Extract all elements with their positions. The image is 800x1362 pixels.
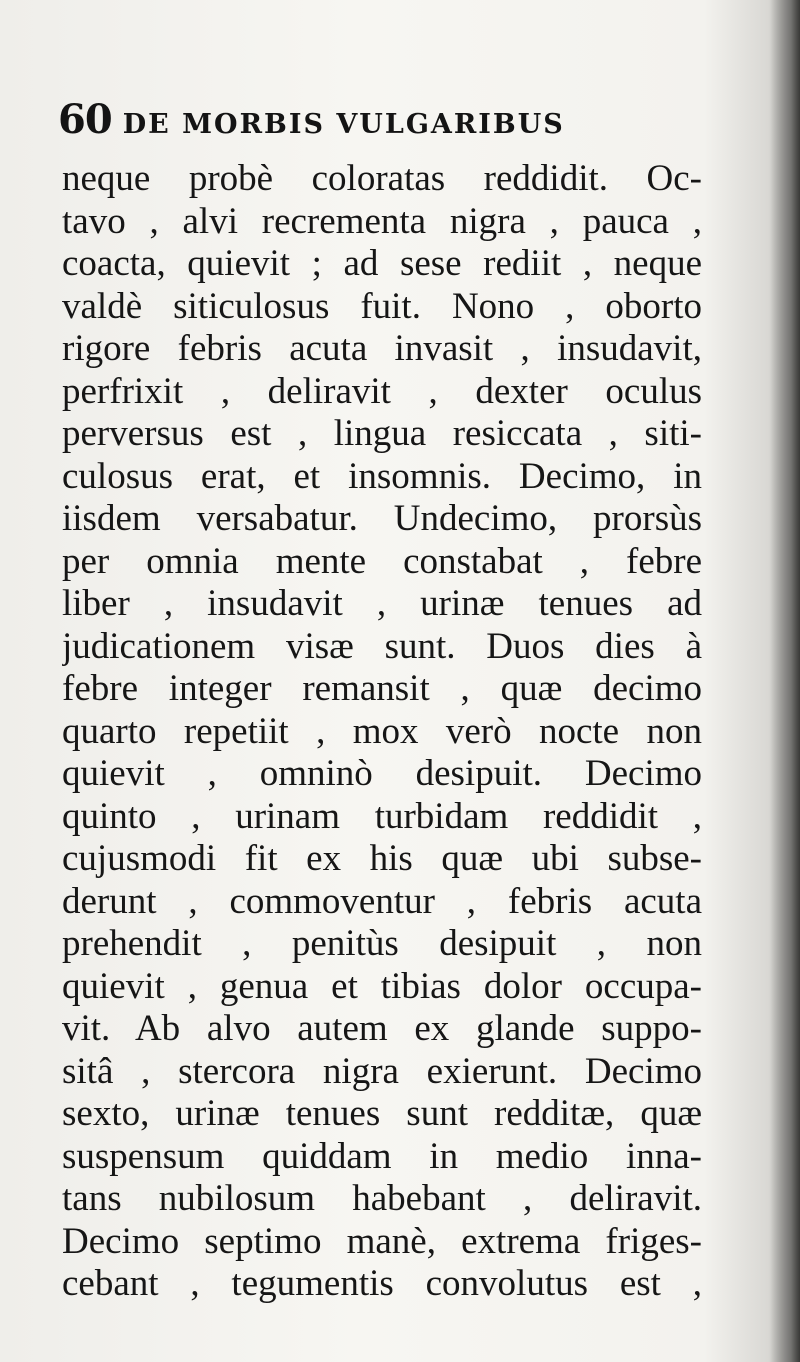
- text-line: tans nubilosum habebant , deliravit.: [62, 1178, 702, 1219]
- text-line: quinto , urinam turbidam reddidit ,: [62, 795, 702, 837]
- text-line: quievit , omninò desipuit. Decimo: [62, 753, 702, 794]
- text-line: quarto repetiit , mox verò nocte non: [62, 710, 702, 752]
- text-line: valdè siticulosus fuit. Nono , oborto: [62, 285, 702, 327]
- text-line: Decimo septimo manè, extrema friges-: [62, 1220, 702, 1262]
- text-line: liber , insudavit , urinæ tenues ad: [62, 583, 702, 624]
- text-line: derunt , commoventur , febris acuta: [62, 880, 702, 922]
- text-line: culosus erat, et insomnis. Decimo, in: [62, 455, 702, 497]
- text-line: vit. Ab alvo autem ex glande suppo-: [62, 1008, 702, 1049]
- text-line: prehendit , penitùs desipuit , non: [62, 923, 702, 964]
- text-line: per omnia mente constabat , febre: [62, 540, 702, 582]
- page-gutter-shadow: [770, 0, 800, 1362]
- text-line: sexto, urinæ tenues sunt redditæ, quæ: [62, 1093, 702, 1134]
- text-line: judicationem visæ sunt. Duos dies à: [62, 625, 702, 667]
- text-line: suspensum quiddam in medio inna-: [62, 1135, 702, 1177]
- text-line: cebant , tegumentis convolutus est ,: [62, 1263, 702, 1304]
- text-line: sitâ , stercora nigra exierunt. Decimo: [62, 1050, 702, 1092]
- text-line: tavo , alvi recrementa nigra , pauca ,: [62, 200, 702, 242]
- text-line: neque probè coloratas reddidit. Oc-: [62, 158, 702, 199]
- text-line: perfrixit , deliravit , dexter oculus: [62, 370, 702, 412]
- text-line: iisdem versabatur. Undecimo, prorsùs: [62, 498, 702, 539]
- text-line: cujusmodi fit ex his quæ ubi subse-: [62, 838, 702, 879]
- text-line: perversus est , lingua resiccata , siti-: [62, 413, 702, 454]
- text-line: coacta, quievit ; ad sese rediit , neque: [62, 243, 702, 284]
- body-text: [62, 158, 702, 1306]
- running-head: [58, 96, 698, 146]
- text-line: febre integer remansit , quæ decimo: [62, 668, 702, 709]
- text-line: quievit , genua et tibias dolor occupa-: [62, 965, 702, 1007]
- page-number: 60: [58, 96, 112, 143]
- running-title: DE MORBIS VULGARIBUS: [122, 109, 565, 140]
- text-line: rigore febris acuta invasit , insudavit,: [62, 328, 702, 369]
